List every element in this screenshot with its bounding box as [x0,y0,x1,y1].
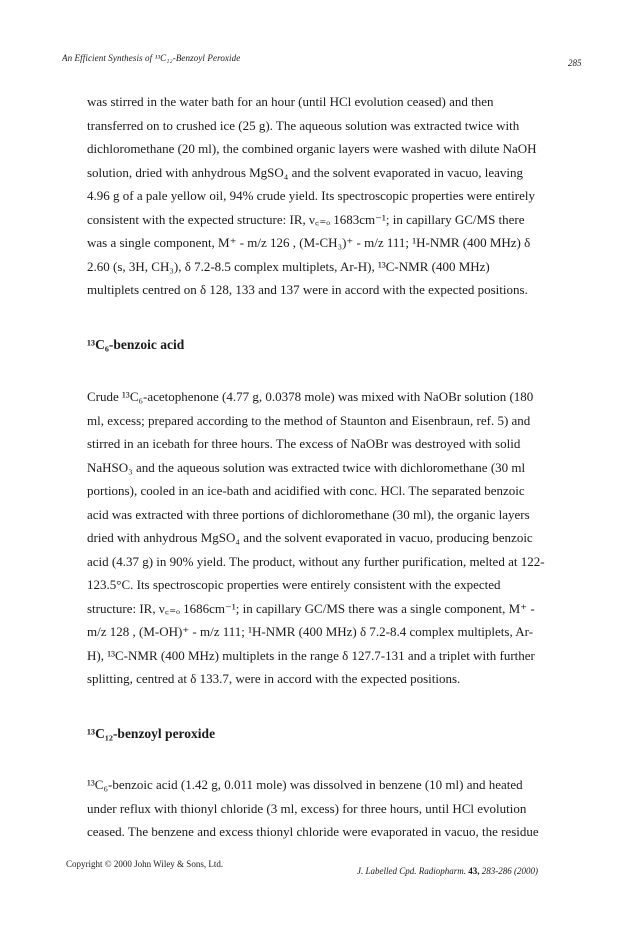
text-line: multiplets centred on δ 128, 133 and 137 were in accord with the expected positions. [87,282,528,297]
text-line: 2.60 (s, 3H, CH₃), δ 7.2-8.5 complex multiplets, Ar-H), ¹³C-NMR (400 MHz) [87,258,490,274]
text-line: was a single component, M⁺ - m/z 126 , (M-CH₃)⁺ - m/z 111; ¹H-NMR (400 MHz) δ [87,235,531,250]
text-line: transferred on to crushed ice (25 g). The aqueous solution was extracted twice with [87,117,520,133]
text-line: ¹³C₆-benzoic acid (1.42 g, 0.011 mole) was dissolved in benzene (10 ml) and heated [87,777,523,792]
running-header-title: An Efficient Synthesis of ¹³C₁₂-Benzoyl Peroxide [62,53,241,63]
journal-name: J. Labelled Cpd. Radiopharm. [357,866,466,876]
text-line: portions), cooled in an ice-bath and acidified with conc. HCl. The separated benzoic [87,483,525,498]
copyright-notice: Copyright © 2000 John Wiley & Sons, Ltd. [66,859,224,869]
text-line: 123.5°C. Its spectroscopic properties were entirely consistent with the expected [87,577,501,592]
text-line: ml, excess; prepared according to the method of Staunton and Eisenbraun, ref. 5) and [87,412,531,428]
paragraph-3 [87,773,567,844]
text-line: dichloromethane (20 ml), the combined organic layers were washed with dilute NaOH [87,141,537,156]
text-line: solution, dried with anhydrous MgSO₄ and the solvent evaporated in vacuo, leaving [87,164,523,180]
paragraph-1 [87,90,567,302]
text-line: splitting, centred at δ 133.7, were in accord with the expected positions. [87,671,461,686]
journal-citation [357,866,538,876]
page-number: 285 [568,58,582,68]
text-line: NaHSO₃ and the aqueous solution was extracted twice with dichloromethane (30 ml [87,459,526,475]
text-line: dried with anhydrous MgSO₄ and the solvent evaporated in vacuo, producing benzoic [87,530,533,545]
section-heading-benzoyl-peroxide: ¹³C₁₂-benzoyl peroxide [87,726,216,741]
text-line: Crude ¹³C₆-acetophenone (4.77 g, 0.0378 mole) was mixed with NaOBr solution (180 [87,389,534,404]
journal-volume: 43, [468,866,480,876]
text-line: 4.96 g of a pale yellow oil, 94% crude yield. Its spectroscopic properties were entirely [87,188,535,203]
paragraph-2 [87,385,567,691]
text-line: acid (4.37 g) in 90% yield. The product, without any further purification, melted at 122- [87,553,545,569]
text-line: m/z 128 , (M-OH)⁺ - m/z 111; ¹H-NMR (400 MHz) δ 7.2-8.4 complex multiplets, Ar- [87,624,534,639]
section-heading-benzoic-acid: ¹³C₆-benzoic acid [87,337,185,352]
text-line: consistent with the expected structure: IR, ν꜀₌ₒ 1683cm⁻¹; in capillary GC/MS there [87,211,525,227]
journal-pages: 283-286 (2000) [481,866,538,876]
text-line: structure: IR, ν꜀₌ₒ 1686cm⁻¹; in capillary GC/MS there was a single component, M⁺ - [87,600,535,616]
text-line: stirred in an icebath for three hours. The excess of NaOBr was destroyed with solid [87,436,521,451]
text-line: under reflux with thionyl chloride (3 ml, excess) for three hours, until HCl evolution [87,800,527,816]
text-line: was stirred in the water bath for an hour (until HCl evolution ceased) and then [87,94,494,109]
text-line: acid was extracted with three portions of dichloromethane (30 ml), the organic layers [87,506,530,522]
text-line: ceased. The benzene and excess thionyl chloride were evaporated in vacuo, the residue [87,824,539,839]
text-line: H), ¹³C-NMR (400 MHz) multiplets in the range δ 127.7-131 and a triplet with further [87,647,535,663]
